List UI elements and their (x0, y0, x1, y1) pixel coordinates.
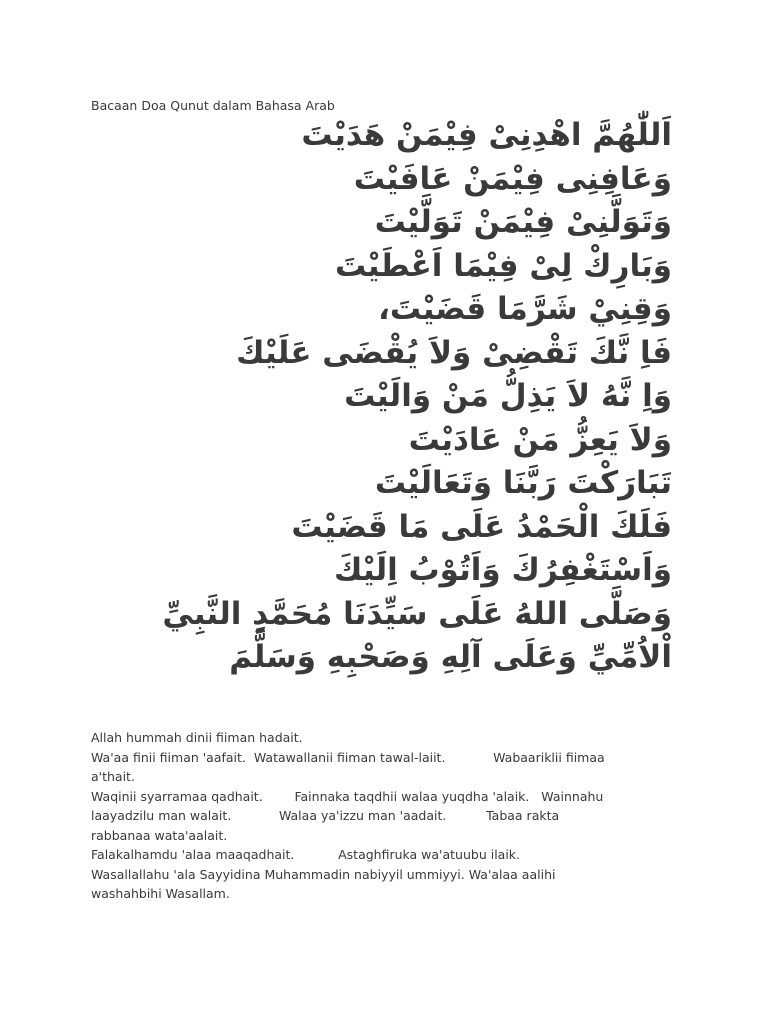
arabic-line-13: اْلاُمِّيِّ وَعَلَى آلِهِ وَصَحْبِهِ وَسَلَّمَ (229, 639, 672, 675)
latin-line-9: washahbihi Wasallam. (91, 886, 230, 901)
arabic-line-2: وَعَافِنِى فِيْمَنْ عَافَيْتَ (353, 160, 672, 197)
latin-line-8: Wasallallahu 'ala Sayyidina Muhammadin nabiyyil ummiyyi. Wa'alaa aalihi (91, 866, 556, 882)
arabic-prayer-text (110, 114, 672, 680)
arabic-line-11: وَاَسْتَغْفِرُكَ وَاَتُوْبُ اِلَيْكَ (333, 552, 672, 588)
arabic-line-6: فَاِ نَّكَ تَقْضِىْ وَلاَ يُقْضَى عَلَيْكَ (236, 334, 672, 371)
latin-line-6: rabbanaa wata'aalait. (91, 827, 228, 843)
latin-transliteration (91, 728, 681, 904)
latin-line-1: Allah hummah dinii fiiman hadait. (91, 730, 303, 745)
arabic-line-1: اَللّٰهُمَّ اهْدِنِىْ فِيْمَنْ هَدَيْتَ (301, 117, 672, 153)
arabic-line-4: وَبَارِكْ لِىْ فِيْمَا اَعْطَيْتَ (334, 247, 672, 284)
arabic-line-12: وَصَلَّى اللهُ عَلَى سَيِّدَنَا مُحَمَّدٍ النَّبِيِّ (162, 595, 672, 632)
arabic-line-9: تَبَارَكْتَ رَبَّنَا وَتَعَالَيْتَ (374, 465, 672, 501)
arabic-line-7: وَاِ نَّهُ لاَ يَذِلُّ مَنْ وَالَيْتَ (344, 378, 672, 414)
latin-line-7: Falakalhamdu 'alaa maaqadhait. Astaghfiruka wa'atuubu ilaik. (91, 847, 521, 862)
arabic-line-10: فَلَكَ الْحَمْدُ عَلَى مَا قَضَيْتَ (291, 508, 672, 545)
latin-line-3: a'thait. (91, 769, 135, 784)
arabic-line-8: وَلاَ يَعِزُّ مَنْ عَادَيْتَ (408, 421, 672, 458)
latin-line-4: Waqinii syarramaa qadhait. Fainnaka taqdhii walaa yuqdha 'alaik. Wainnahu (91, 788, 604, 804)
arabic-line-5: وَقِنِيْ شَرَّمَا قَضَيْتَ، (378, 291, 672, 327)
arabic-line-3: وَتَوَلَّنِىْ فِيْمَنْ تَوَلَّيْتَ (374, 204, 672, 240)
latin-line-5: laayadzilu man walait. Walaa ya'izzu man 'aadait. Tabaa rakta (91, 808, 560, 823)
latin-line-2: Wa'aa finii fiiman 'aafait. Watawallanii fiiman tawal-laiit. Wabaariklii fiimaa (91, 749, 605, 765)
document-title: Bacaan Doa Qunut dalam Bahasa Arab (91, 98, 335, 113)
